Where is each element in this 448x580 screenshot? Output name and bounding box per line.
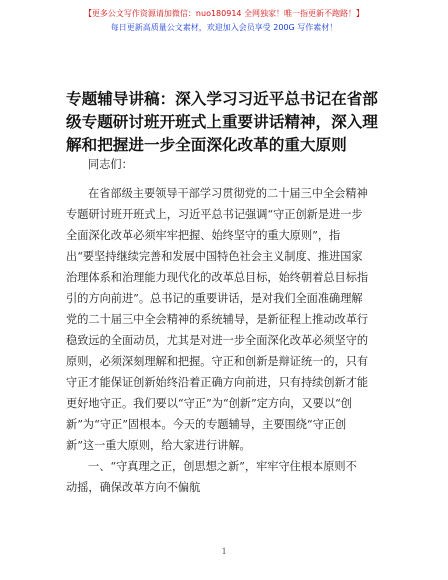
- paragraph-line: 专题研讨班开班式上，习近平总书记强调“守正创新是进一步: [66, 208, 363, 221]
- paragraph-line: 在省部级主要领导干部学习贯彻党的二十届三中全会精神: [88, 187, 368, 200]
- title-line: 专题辅导讲稿：深入学习习近平总书记在省部: [66, 90, 378, 108]
- section-heading-1: [66, 456, 384, 498]
- page-number: 1: [221, 546, 227, 556]
- paragraph-line: 新”这一重大原则，给大家进行讲解。: [66, 439, 251, 452]
- paragraph-line: 动摇，确保改革方向不偏航: [66, 481, 201, 494]
- greeting: [66, 154, 384, 175]
- paragraph-line: 稳致远的全面动员，尤其是对进一步全面深化改革必须坚守的: [66, 334, 369, 347]
- paragraph-line: 党的二十届三中全会精神的系统辅导，是新征程上推动改革行: [66, 313, 369, 326]
- document-title: [66, 88, 384, 157]
- paragraph-line: 新”为“守正”固根本。今天的专题辅导，主要围绕“守正创: [66, 418, 347, 431]
- paragraph-1: [66, 183, 384, 456]
- paragraph-line: 守正才能保证创新始终沿着正确方向前进，只有持续创新才能: [66, 376, 369, 389]
- promo-banner-line-1: 【更多公文写作资源请加微信：nuo180914 全网独家！唯一指更新不跑路！】: [83, 9, 365, 18]
- promo-banner-line-2: 每日更新高质量公文素材，欢迎加入会员享受 200G 写作素材！: [110, 23, 338, 32]
- paragraph-line: 出“要坚持继续完善和发展中国特色社会主义制度、推进国家: [66, 250, 363, 263]
- paragraph-line: 引的方向前进”。总书记的重要讲话，是对我们全面准确理解: [66, 292, 363, 305]
- paragraph-line: 治理体系和治理能力现代化的改革总目标，始终朝着总目标指: [66, 271, 369, 284]
- paragraph-line: 原则，必须深刻理解和把握。守正和创新是辩证统一的，只有: [66, 355, 369, 368]
- greeting-text: 同志们：: [88, 158, 133, 171]
- paragraph-line: 全面深化改革必须牢牢把握、始终坚守的重大原则”，指: [66, 229, 341, 242]
- title-line: 级专题研讨班开班式上重要讲话精神，深入理: [66, 113, 378, 131]
- paragraph-line: 一、“守真理之正，创思想之新”，牢牢守住根本原则不: [88, 460, 357, 473]
- paragraph-line: 更好地守正。我们要以“守正”为“创新”定方向，又要以“创: [66, 397, 352, 410]
- title-line: 解和把握进一步全面深化改革的重大原则: [66, 136, 347, 154]
- promo-banner: [0, 7, 448, 35]
